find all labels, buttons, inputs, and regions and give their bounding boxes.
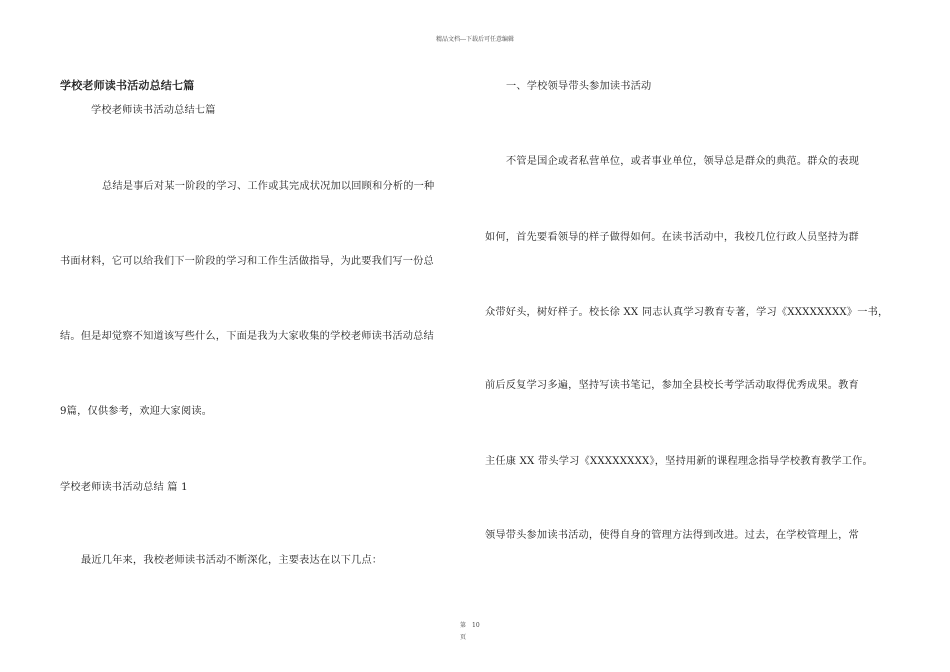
document-title: 学校老师读书活动总结七篇 [60, 79, 195, 92]
paragraph-line: 主任康 XX 带头学习《XXXXXXXX》，坚持用新的课程理念指导学校教育教学工作。 [485, 456, 873, 467]
document-subtitle: 学校老师读书活动总结七篇 [91, 105, 216, 116]
section-heading: 学校老师读书活动总结 篇 1 [60, 482, 188, 493]
page-label-top: 第 [460, 622, 467, 629]
paragraph-line: 最近几年来，我校老师读书活动不断深化，主要表达在以下几点： [81, 555, 383, 566]
paragraph-line: 9篇，仅供参考，欢迎大家阅读。 [60, 406, 213, 417]
page-number-value: 10 [472, 622, 480, 629]
paragraph-line: 如何，首先要看领导的样子做得如何。在读书活动中，我校几位行政人员坚持为群 [485, 232, 859, 243]
left-column [60, 0, 465, 672]
paragraph-line: 结。但是却觉察不知道该写些什么，下面是我为大家收集的学校老师读书活动总结 [60, 331, 434, 342]
header-note: 精品文档---下载后可任意编辑 [435, 36, 515, 43]
paragraph-line: 总结是事后对某一阶段的学习、工作或其完成状况加以回顾和分析的一种 [102, 181, 435, 192]
paragraph-line: 前后反复学习多遍，坚持写读书笔记，参加全县校长考学活动取得优秀成果。教育 [485, 380, 859, 391]
paragraph-line: 不管是国企或者私营单位，或者事业单位，领导总是群众的典范。群众的表现 [506, 156, 860, 167]
paragraph-line: 众带好头，树好样子。校长徐 XX 同志认真学习教育专著，学习《XXXXXXXX》一书， [485, 307, 889, 318]
right-column [485, 0, 890, 672]
section-heading: 一、学校领导带头参加读书活动 [506, 81, 652, 92]
paragraph-line: 书面材料，它可以给我们下一阶段的学习和工作生活做指导，为此要我们写一份总 [60, 256, 434, 267]
paragraph-line: 领导带头参加读书活动，使得自身的管理方法得到改进。过去，在学校管理上，常 [485, 530, 859, 541]
page-label-bottom: 页 [460, 634, 467, 641]
